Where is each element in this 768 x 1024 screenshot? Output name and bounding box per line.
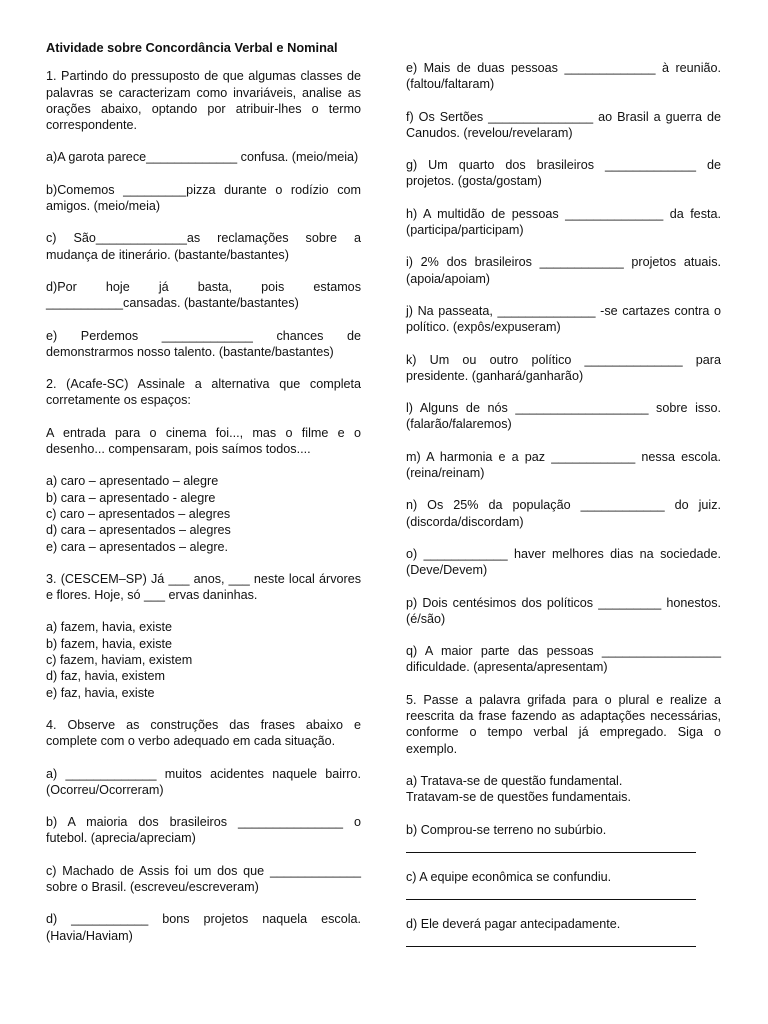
option-item: b) cara – apresentado - alegre [46, 490, 216, 505]
question-2-intro: 2. (Acafe-SC) Assinale a alternativa que completa corretamente os espaços: [46, 377, 361, 408]
question-4e: e) Mais de duas pessoas _____________ à reunião. (faltou/faltaram) [406, 61, 721, 92]
left-column [46, 40, 361, 944]
option-item: d) faz, havia, existem [46, 669, 165, 684]
option-item: a) fazem, havia, existe [46, 620, 172, 635]
question-1a: a)A garota parece_____________ confusa. (meio/meia) [46, 150, 359, 165]
option-item: d) cara – apresentados – alegres [46, 523, 231, 538]
question-4c: c) Machado de Assis foi um dos que _____________ sobre o Brasil. (escreveu/escreveram) [46, 863, 361, 894]
question-4g: g) Um quarto dos brasileiros _____________ de projetos. (gosta/gostam) [406, 158, 721, 189]
answer-line[interactable] [406, 946, 696, 947]
question-5a [406, 773, 721, 806]
question-5a-example-answer: Tratavam-se de questões fundamentais. [406, 790, 631, 805]
answer-line[interactable] [406, 852, 696, 853]
question-4k: k) Um ou outro político ______________ para presidente. (ganhará/ganharão) [406, 352, 721, 383]
question-4o: o) ____________ haver melhores dias na sociedade. (Deve/Devem) [406, 546, 721, 578]
question-5-intro: 5. Passe a palavra grifada para o plural e realize a reescrita da frase fazendo as adaptações necessárias, conforme o tempo verbal já empregado. Siga o exemplo. [406, 692, 721, 756]
right-column [406, 60, 721, 947]
question-2-text: A entrada para o cinema foi..., mas o filme e o desenho... compensaram, pois saímos todos.... [46, 425, 361, 457]
question-4l: l) Alguns de nós ___________________ sobre isso. (falarão/falaremos) [406, 401, 721, 432]
question-1d: d)Por hoje já basta, pois estamos ___________cansadas. (bastante/bastantes) [46, 279, 361, 311]
option-item: a) caro – apresentado – alegre [46, 474, 219, 489]
question-4q: q) A maior parte das pessoas _________________ dificuldade. (apresenta/apresentam) [406, 644, 721, 675]
question-4b: b) A maioria dos brasileiros _______________ o futebol. (aprecia/apreciam) [46, 815, 361, 846]
question-5b [406, 822, 721, 853]
page-title: Atividade sobre Concordância Verbal e Nominal [46, 40, 338, 55]
question-5b-prompt: b) Comprou-se terreno no subúrbio. [406, 822, 607, 837]
question-4m: m) A harmonia e a paz ____________ nessa escola. (reina/reinam) [406, 449, 721, 481]
question-4i: i) 2% dos brasileiros ____________ projetos atuais. (apoia/apoiam) [406, 255, 721, 286]
question-4d: d) ___________ bons projetos naquela escola. (Havia/Haviam) [46, 912, 361, 943]
question-3-options [46, 619, 361, 700]
question-1c: c) São_____________as reclamações sobre a mudança de itinerário. (bastante/bastantes) [46, 231, 361, 262]
question-4a: a) _____________ muitos acidentes naquele bairro. (Ocorreu/Ocorreram) [46, 766, 361, 797]
question-4f: f) Os Sertões _______________ ao Brasil a guerra de Canudos. (revelou/revelaram) [406, 109, 721, 140]
question-4-intro: 4. Observe as construções das frases abaixo e complete com o verbo adequado em cada situação. [46, 717, 361, 749]
option-item: e) faz, havia, existe [46, 685, 155, 700]
question-5d-prompt: d) Ele deverá pagar antecipadamente. [406, 917, 621, 932]
question-4p: p) Dois centésimos dos políticos _________ honestos. (é/são) [406, 595, 721, 626]
question-5d [406, 916, 721, 947]
question-5a-prompt: a) Tratava-se de questão fundamental. [406, 773, 623, 788]
answer-line[interactable] [406, 899, 696, 900]
question-1-intro: 1. Partindo do pressuposto de que algumas classes de palavras se caracterizam como invariáveis, analise as orações abaixo, optando por atribuir-lhes o termo correspondente. [46, 69, 361, 133]
question-3-intro: 3. (CESCEM–SP) Já ___ anos, ___ neste local árvores e flores. Hoje, só ___ ervas daninhas. [46, 571, 361, 603]
question-2-options [46, 473, 361, 554]
option-item: e) cara – apresentados – alegre. [46, 539, 229, 554]
option-item: c) caro – apresentados – alegres [46, 506, 231, 521]
question-5c [406, 869, 721, 900]
question-4h: h) A multidão de pessoas ______________ da festa. (participa/participam) [406, 206, 721, 238]
question-4j: j) Na passeata, ______________ -se cartazes contra o político. (expôs/expuseram) [406, 303, 721, 335]
option-item: c) fazem, haviam, existem [46, 653, 193, 668]
question-4n: n) Os 25% da população ____________ do juiz. (discorda/discordam) [406, 498, 721, 529]
question-5c-prompt: c) A equipe econômica se confundiu. [406, 869, 612, 884]
question-1b: b)Comemos _________pizza durante o rodízio com amigos. (meio/meia) [46, 182, 361, 214]
option-item: b) fazem, havia, existe [46, 636, 172, 651]
question-1e: e) Perdemos _____________ chances de demonstrarmos nosso talento. (bastante/bastantes) [46, 328, 361, 359]
